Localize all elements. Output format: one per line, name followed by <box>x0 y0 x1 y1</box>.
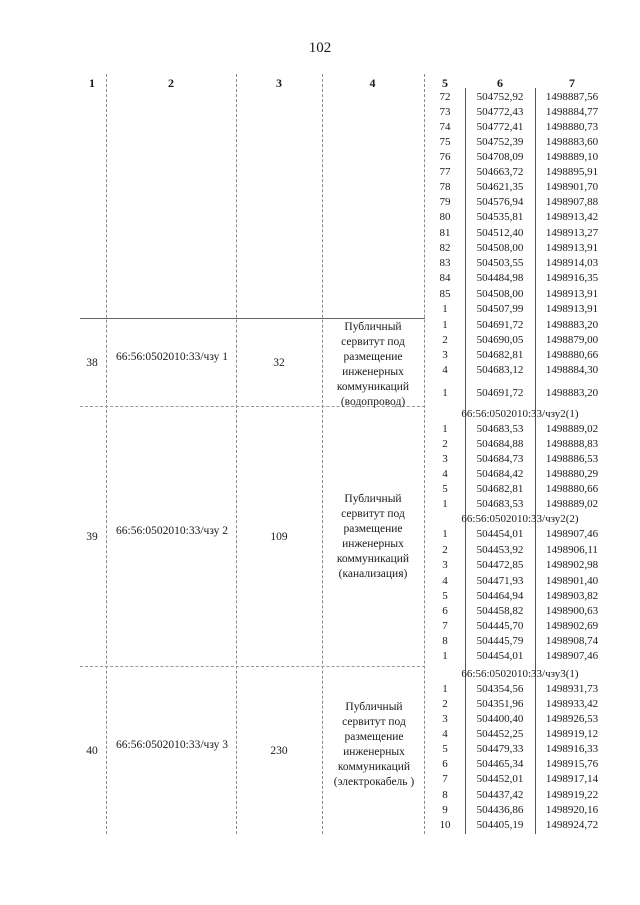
table-row: 8 504445,79 1498908,74 <box>442 635 599 647</box>
table-row: 1 504683,53 1498889,02 <box>442 423 599 435</box>
header-col-4: 4 <box>369 76 376 90</box>
table-row: 1 504683,53 1498889,02 <box>442 498 599 510</box>
section-subheading: 66:56:0502010:33/чзу2(1) <box>461 408 579 420</box>
header-col-2: 2 <box>168 76 174 90</box>
table-row: 78 504621,35 1498901,70 <box>439 181 599 193</box>
header-col-6: 6 <box>497 76 503 90</box>
section-subheading: 66:56:0502010:33/чзу2(2) <box>461 513 579 525</box>
table-row: 4 504683,12 1498884,30 <box>442 364 599 376</box>
table-row: 83 504503,55 1498914,03 <box>439 257 599 269</box>
record-number: 38 <box>86 357 98 369</box>
header-col-7: 7 <box>569 76 575 90</box>
column-divider <box>322 74 323 834</box>
table-row: 5 504464,94 1498903,82 <box>442 590 599 602</box>
table-row: 2 504351,96 1498933,42 <box>442 698 599 710</box>
table-row: 3 504400,40 1498926,53 <box>442 713 599 725</box>
record-number: 39 <box>86 531 98 543</box>
table-row: 6 504465,34 1498915,76 <box>442 758 599 770</box>
table-row: 9 504436,86 1498920,16 <box>442 804 599 816</box>
table-row: 4 504684,42 1498880,29 <box>442 468 599 480</box>
table-row: 2 504690,05 1498879,00 <box>442 334 599 346</box>
table-row: 79 504576,94 1498907,88 <box>439 196 599 208</box>
table-row: 2 504684,88 1498888,83 <box>442 438 599 450</box>
table-row: 4 504452,25 1498919,12 <box>442 728 599 740</box>
purpose-text: Публичный сервитут под размещение инженерных коммуникаций (электрокабель ) <box>333 701 415 788</box>
table-row: 5 504479,33 1498916,33 <box>442 743 599 755</box>
table-row: 1 504507,99 1498913,91 <box>442 303 599 315</box>
table-row: 1 504691,72 1498883,20 <box>442 387 599 399</box>
table-row: 74 504772,41 1498880,73 <box>439 121 599 133</box>
header-col-3: 3 <box>276 76 282 90</box>
table-row: 81 504512,40 1498913,27 <box>439 227 599 239</box>
area-value: 32 <box>273 357 285 369</box>
table-row: 85 504508,00 1498913,91 <box>439 288 599 300</box>
table-row: 8 504437,42 1498919,22 <box>442 789 599 801</box>
table-row: 10 504405,19 1498924,72 <box>439 819 599 831</box>
table-row: 3 504684,73 1498886,53 <box>442 453 599 465</box>
table-row: 80 504535,81 1498913,42 <box>439 211 599 223</box>
header-col-1: 1 <box>89 76 95 90</box>
page-number: 102 <box>308 40 332 56</box>
purpose-text: Публичный сервитут под размещение инженерных коммуникаций (водопровод) <box>336 321 410 408</box>
table-row: 73 504772,43 1498884,77 <box>439 106 599 118</box>
header-col-5: 5 <box>442 76 448 90</box>
column-divider <box>236 74 237 834</box>
table-row: 76 504708,09 1498889,10 <box>439 151 599 163</box>
table-row: 3 504682,81 1498880,66 <box>442 349 599 361</box>
table-row: 72 504752,92 1498887,56 <box>439 91 599 103</box>
area-value: 109 <box>270 531 288 543</box>
purpose-text: Публичный сервитут под размещение инженерных коммуникаций (канализация) <box>336 493 410 580</box>
table-row: 7 504452,01 1498917,14 <box>442 773 599 785</box>
table-row: 7 504445,70 1498902,69 <box>442 620 599 632</box>
table-row: 77 504663,72 1498895,91 <box>439 166 599 178</box>
table-row: 4 504471,93 1498901,40 <box>442 575 599 587</box>
column-divider <box>106 74 107 834</box>
table-row: 75 504752,39 1498883,60 <box>439 136 599 148</box>
column-divider <box>424 74 425 834</box>
table-row: 3 504472,85 1498902,98 <box>442 559 599 571</box>
record-number: 40 <box>86 745 98 757</box>
table-row: 1 504454,01 1498907,46 <box>442 650 599 662</box>
table-row: 6 504458,82 1498900,63 <box>442 605 599 617</box>
area-value: 230 <box>270 745 288 757</box>
table-row: 5 504682,81 1498880,66 <box>442 483 599 495</box>
record-separator <box>80 666 425 667</box>
table-row: 1 504691,72 1498883,20 <box>442 319 599 331</box>
record-separator <box>80 318 425 319</box>
table-row: 2 504453,92 1498906,11 <box>442 544 598 556</box>
cadastral-number: 66:56:0502010:33/чзу 3 <box>116 739 228 751</box>
cadastral-number: 66:56:0502010:33/чзу 2 <box>116 525 228 537</box>
table-row: 1 504454,01 1498907,46 <box>442 528 599 540</box>
cadastral-number: 66:56:0502010:33/чзу 1 <box>116 351 228 363</box>
section-subheading: 66:56:0502010:33/чзу3(1) <box>461 668 579 680</box>
table-row: 1 504354,56 1498931,73 <box>442 683 599 695</box>
table-row: 82 504508,00 1498913,91 <box>439 242 599 254</box>
table-row: 84 504484,98 1498916,35 <box>439 272 599 284</box>
